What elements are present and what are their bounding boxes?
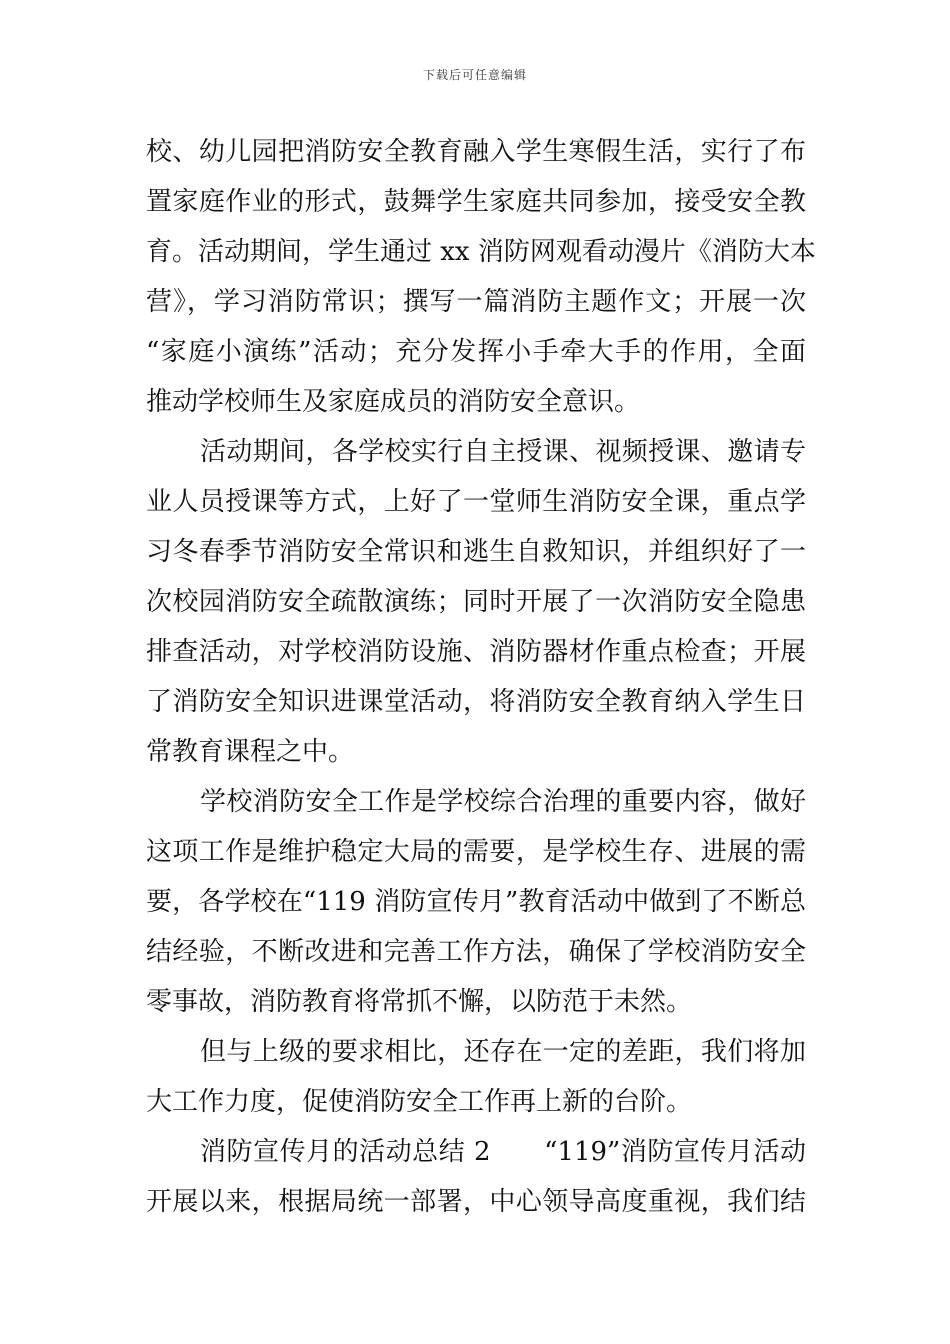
text-line: 校、幼儿园把消防安全教育融入学生寒假生活，实行了布 <box>146 137 806 167</box>
paragraph-first-line: 但与上级的要求相比，还存在一定的差距，我们将加 <box>200 1037 806 1067</box>
text-line: 了消防安全知识进课堂活动，将消防安全教育纳入学生日 <box>146 687 806 717</box>
paragraph-first-line: 活动期间，各学校实行自主授课、视频授课、邀请专 <box>200 437 806 467</box>
text-line: 常教育课程之中。 <box>146 737 355 767</box>
text-line: 营》，学习消防常识；撰写一篇消防主题作文；开展一次 <box>146 287 806 317</box>
text-line: 置家庭作业的形式，鼓舞学生家庭共同参加，接受安全教 <box>146 187 806 217</box>
text-line: 育。活动期间，学生通过 xx 消防网观看动漫片《消防大本 <box>146 237 816 267</box>
text-line: 零事故，消防教育将常抓不懈，以防范于未然。 <box>146 987 693 1017</box>
text-line: 排查活动，对学校消防设施、消防器材作重点检查；开展 <box>146 637 806 667</box>
text-line: 大工作力度，促使消防安全工作再上新的台阶。 <box>146 1087 693 1117</box>
page-header: 下载后可任意编辑 <box>422 68 527 82</box>
text-line: 习冬春季节消防安全常识和逃生自救知识，并组织好了一 <box>146 537 806 567</box>
text-line: 业人员授课等方式，上好了一堂师生消防安全课，重点学 <box>146 487 806 517</box>
paragraph-first-line: 消防宣传月的活动总结 2 “119”消防宣传月活动 <box>200 1137 806 1167</box>
text-line: 次校园消防安全疏散演练；同时开展了一次消防安全隐患 <box>146 587 806 617</box>
document-body <box>146 127 816 1227</box>
paragraph-first-line: 学校消防安全工作是学校综合治理的重要内容，做好 <box>200 787 806 817</box>
text-line: 这项工作是维护稳定大局的需要，是学校生存、进展的需 <box>146 837 806 867</box>
text-line: 要，各学校在“119 消防宣传月”教育活动中做到了不断总 <box>146 887 806 917</box>
text-line: 开展以来，根据局统一部署，中心领导高度重视，我们结 <box>146 1187 806 1217</box>
text-line: 结经验，不断改进和完善工作方法，确保了学校消防安全 <box>146 937 806 967</box>
text-line: 推动学校师生及家庭成员的消防安全意识。 <box>146 387 641 417</box>
text-line: “家庭小演练”活动；充分发挥小手牵大手的作用，全面 <box>146 337 806 367</box>
